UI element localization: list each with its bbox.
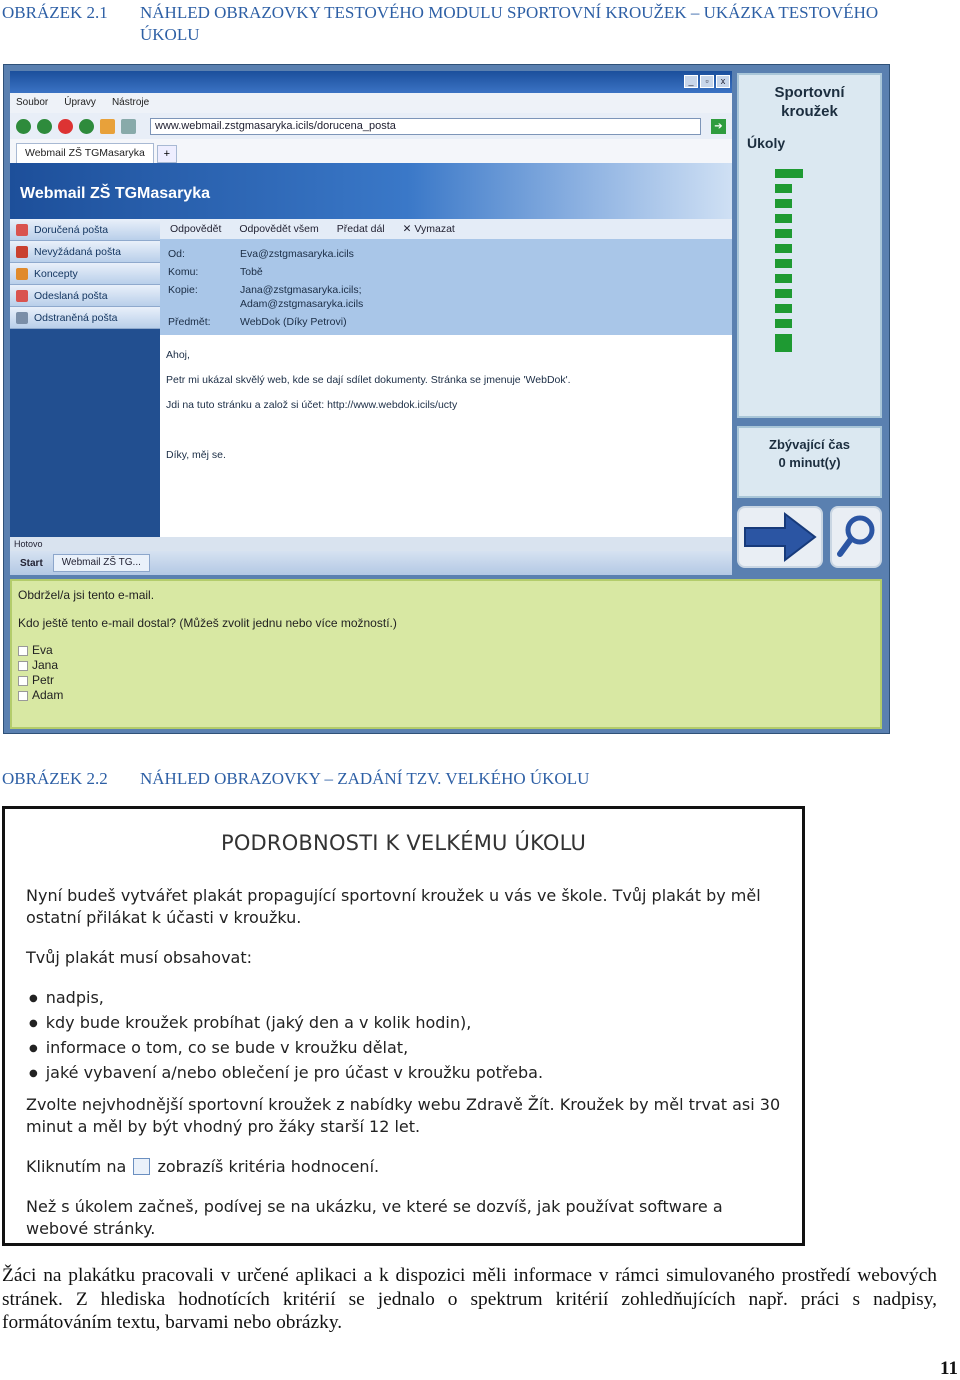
folder-spam[interactable]: Nevyžádaná pošta — [10, 241, 160, 263]
menu-soubor[interactable]: Soubor — [16, 97, 49, 108]
task-intro: Nyní budeš vytvářet plakát propagující sportovní kroužek u vás ve škole. Tvůj plakát by měl ostatní přilákat k účasti v kroužku. — [26, 886, 761, 927]
close-icon[interactable]: x — [716, 75, 730, 88]
new-tab-button[interactable]: + — [157, 145, 177, 163]
menu-nastroje[interactable]: Nástroje — [111, 97, 150, 108]
taskbar-item[interactable]: Webmail ZŠ TG... — [53, 554, 150, 572]
mail-line: Petr mi ukázal skvělý web, kde se dají sdílet dokumenty. Stránka se jmenuje 'WebDok'. — [166, 374, 571, 386]
task-requirements-heading: Tvůj plakát musí obsahovat: — [26, 948, 253, 967]
list-item: ● nadpis, — [29, 987, 543, 1012]
option-adam[interactable]: Adam — [18, 688, 874, 703]
go-icon[interactable]: ➔ — [711, 119, 726, 134]
panel-title-line2: kroužek — [781, 103, 838, 120]
time-label: Zbývající čas — [769, 437, 850, 452]
caption-text: NÁHLED OBRAZOVKY – ZADÁNÍ TZV. VELKÉHO ÚKOLU — [140, 769, 590, 788]
mail-content — [160, 219, 732, 537]
folder-inbox[interactable]: Doručená pošta — [10, 219, 160, 241]
task-bar-current — [775, 169, 803, 178]
answer-options — [18, 643, 874, 703]
forward-button[interactable]: Předat dál — [336, 223, 385, 235]
figure-caption-2 — [2, 768, 900, 790]
task-title: PODROBNOSTI K VELKÉMU ÚKOLU — [220, 831, 587, 855]
reply-all-button[interactable]: Odpovědět všem — [239, 223, 319, 235]
url-field[interactable]: www.webmail.zstgmasaryka.icils/dorucena_posta — [150, 118, 701, 135]
task-bar — [775, 199, 792, 208]
stop-icon[interactable] — [58, 119, 73, 134]
tab-bar — [10, 139, 732, 163]
cc-label: Kopie: — [168, 284, 198, 296]
delete-icon: ✕ — [402, 223, 412, 235]
figure-2-screenshot — [2, 806, 805, 1246]
delete-button[interactable]: ✕ Vymazat — [402, 223, 455, 235]
task-bar — [775, 319, 792, 328]
option-petr[interactable]: Petr — [18, 673, 874, 688]
browser-window — [10, 71, 732, 575]
magnifier-icon[interactable] — [133, 1158, 150, 1175]
time-value: 0 minut(y) — [778, 455, 841, 470]
minimize-icon[interactable]: _ — [684, 75, 698, 88]
panel-title-line1: Sportovní — [774, 84, 845, 101]
from-label: Od: — [168, 248, 185, 260]
drafts-icon — [16, 268, 28, 280]
caption-number: OBRÁZEK 2.1 — [2, 3, 108, 22]
task-bar — [775, 229, 792, 238]
mail-line: Ahoj, — [166, 349, 190, 361]
list-item: ● jaké vybavení a/nebo oblečení je pro účast v kroužku potřeba. — [29, 1062, 543, 1087]
task-bar — [775, 259, 792, 268]
checkbox[interactable] — [18, 661, 28, 671]
task-club-choice: Zvolte nejvhodnější sportovní kroužek z nabídky webu Zdravě Žít. Kroužek by měl trvat asi 30 minut a měl by být vhodný pro žáky starší 12 let. — [26, 1095, 781, 1136]
task-instructions: Než s úkolem začneš, podívej se na ukázku, ve které se dozvíš, jak používat software a webové stránky. — [26, 1197, 723, 1238]
task-bar — [775, 289, 792, 298]
forward-icon[interactable] — [37, 119, 52, 134]
folder-drafts[interactable]: Koncepty — [10, 263, 160, 285]
caption-text: NÁHLED OBRAZOVKY TESTOVÉHO MODULU SPORTOVNÍ KROUŽEK – UKÁZKA TESTOVÉHO ÚKOLU — [140, 3, 879, 44]
tasks-label: Úkoly — [747, 135, 786, 151]
requirements-list — [29, 987, 543, 1087]
folder-deleted[interactable]: Odstraněná pošta — [10, 307, 160, 329]
subject-value: WebDok (Díky Petrovi) — [240, 316, 347, 328]
menu-upravy[interactable]: Úpravy — [64, 97, 96, 108]
figure-caption-1 — [2, 2, 900, 46]
taskbar — [10, 551, 732, 575]
folder-sent[interactable]: Odeslaná pošta — [10, 285, 160, 307]
mail-line: Jdi na tuto stránku a založ si účet: http://www.webdok.icils/ucty — [166, 399, 458, 411]
mail-line — [166, 418, 726, 443]
maximize-icon[interactable]: ▫ — [700, 75, 714, 88]
body-paragraph: Žáci na plakátku pracovali v určené aplikaci a k dispozici měli informace v rámci simulovaného prostředí webových stránek. Z hlediska hodnotících kritérií se jednalo o spektrum kritérií zohledňujících např. práci s nadpisy, formátováním textu, barvami nebo obrázky. — [2, 1265, 937, 1333]
back-icon[interactable] — [16, 119, 31, 134]
tab-webmail[interactable]: Webmail ZŠ TGMasaryka — [16, 143, 154, 163]
cc-value-1: Jana@zstgmasaryka.icils; — [240, 284, 362, 296]
task-bar — [775, 214, 792, 223]
reply-button[interactable]: Odpovědět — [170, 223, 222, 235]
refresh-icon[interactable] — [79, 119, 94, 134]
subject-label: Předmět: — [168, 316, 211, 328]
address-bar — [10, 113, 732, 139]
task-bar — [775, 184, 792, 193]
mail-area — [10, 219, 732, 537]
from-value: Eva@zstgmasaryka.icils — [240, 248, 354, 260]
task-progress-bars — [775, 169, 803, 352]
task-bar — [775, 304, 792, 313]
caption-number: OBRÁZEK 2.2 — [2, 769, 108, 788]
checkbox[interactable] — [18, 646, 28, 656]
cc-value-2: Adam@zstgmasaryka.icils — [240, 298, 364, 310]
mail-toolbar — [160, 219, 732, 239]
option-eva[interactable]: Eva — [18, 643, 874, 658]
time-panel — [737, 426, 882, 498]
spam-icon — [16, 246, 28, 258]
status-bar: Hotovo — [10, 537, 732, 551]
task-panel — [737, 73, 882, 418]
question-panel — [10, 579, 882, 729]
arrow-right-icon — [739, 508, 821, 566]
title-bar — [10, 71, 732, 93]
question-intro: Obdržel/a jsi tento e-mail. — [18, 588, 155, 602]
magnifier-icon — [832, 508, 880, 566]
page-number: 11 — [940, 1358, 958, 1379]
checkbox[interactable] — [18, 676, 28, 686]
mail-line: Díky, měj se. — [166, 449, 226, 461]
question-text: Kdo ještě tento e-mail dostal? (Můžeš zvolit jednu nebo více možností.) — [18, 616, 397, 630]
webmail-banner: Webmail ZŠ TGMasaryka — [10, 163, 732, 219]
folder-sidebar — [10, 219, 160, 537]
checkbox[interactable] — [18, 691, 28, 701]
sent-icon — [16, 290, 28, 302]
to-label: Komu: — [168, 266, 199, 278]
menu-bar — [10, 93, 732, 113]
to-value: Tobě — [240, 266, 263, 278]
task-bar — [775, 244, 792, 253]
list-item: ● informace o tom, co se bude v kroužku dělat, — [29, 1037, 543, 1062]
search-icon[interactable] — [121, 119, 136, 134]
list-item: ● kdy bude kroužek probíhat (jaký den a v kolik hodin), — [29, 1012, 543, 1037]
task-bar — [775, 334, 792, 352]
trash-icon — [16, 312, 28, 324]
inbox-icon — [16, 224, 28, 236]
option-jana[interactable]: Jana — [18, 658, 874, 673]
home-icon[interactable] — [100, 119, 115, 134]
criteria-button[interactable] — [830, 506, 882, 568]
task-bar — [775, 274, 792, 283]
mail-body — [160, 335, 732, 537]
figure-1-screenshot — [3, 64, 890, 734]
next-button[interactable] — [737, 506, 823, 568]
start-button[interactable]: Start — [20, 557, 43, 569]
criteria-hint: Kliknutím na zobrazíš kritéria hodnocení. — [26, 1157, 380, 1176]
mail-header — [160, 239, 732, 335]
